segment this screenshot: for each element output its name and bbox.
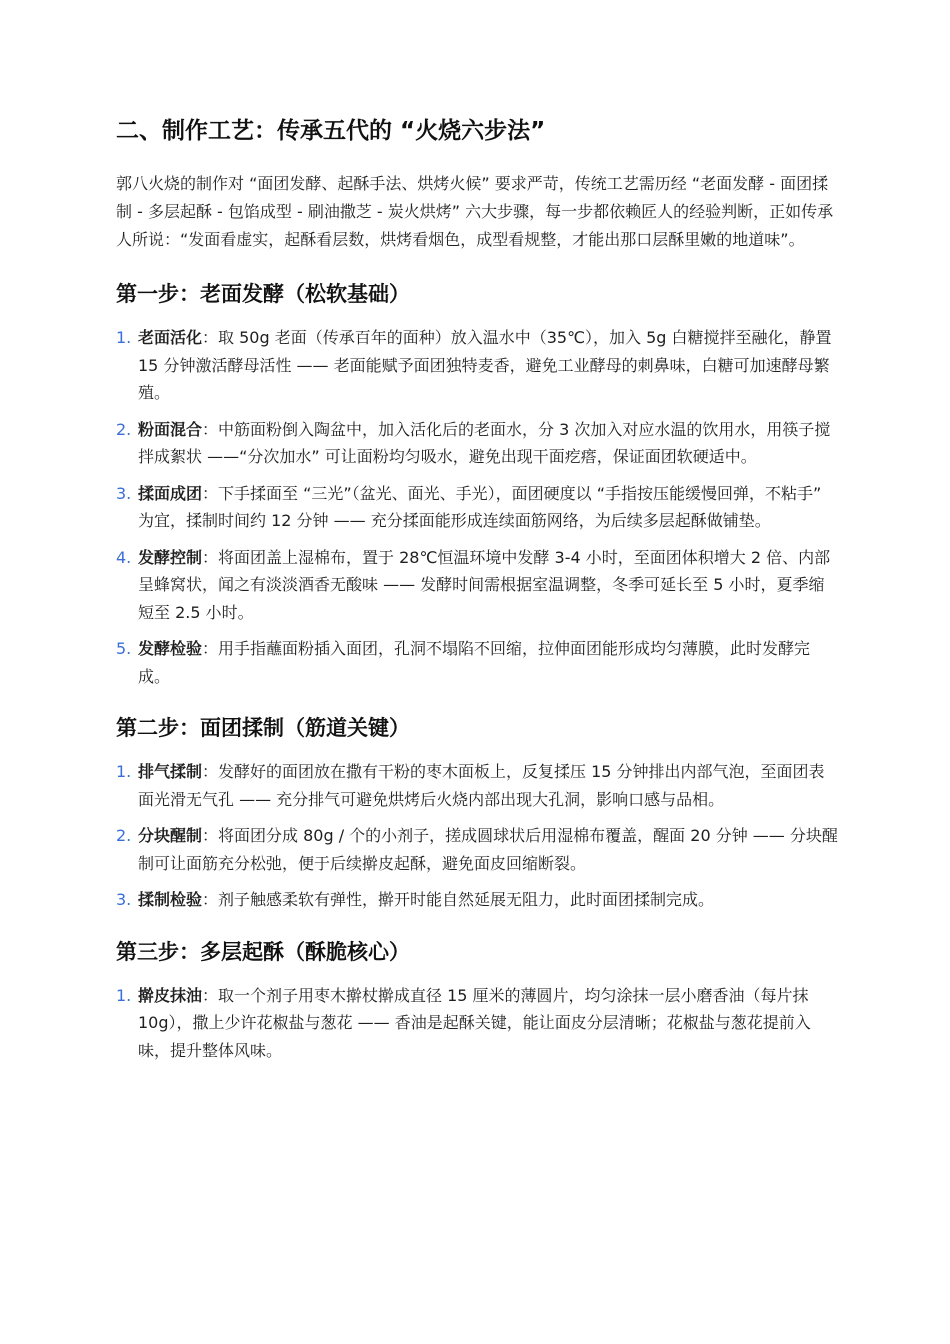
list-item bbox=[116, 324, 840, 407]
item-text: ：中筋面粉倒入陶盆中，加入活化后的老面水，分 3 次加入对应水温的饮用水，用筷子搅拌成絮状 ——“分次加水” 可让面粉均匀吸水，避免出现干面疙瘩，保证面团软硬适中。 bbox=[138, 419, 831, 466]
list-item bbox=[116, 982, 840, 1065]
item-lead: 发酵检验 bbox=[138, 639, 203, 658]
list-number: 4. bbox=[116, 547, 132, 567]
item-lead: 揉制检验 bbox=[138, 890, 203, 909]
item-text: ：发酵好的面团放在撒有干粉的枣木面板上，反复揉压 15 分钟排出内部气泡，至面团表面光滑无气孔 —— 充分排气可避免烘烤后火烧内部出现大孔洞，影响口感与品相。 bbox=[138, 762, 825, 809]
item-text: ：用手指蘸面粉插入面团，孔洞不塌陷不回缩，拉伸面团能形成均匀薄膜，此时发酵完成。 bbox=[138, 639, 811, 686]
item-text: ：将面团盖上湿棉布，置于 28℃恒温环境中发酵 3-4 小时，至面团体积增大 2 倍、内部呈蜂窝状，闻之有淡淡酒香无酸味 —— 发酵时间需根据室温调整，冬季可延长至 5 小时，夏季缩短至 2.5 小时。 bbox=[138, 547, 831, 622]
list-number: 3. bbox=[116, 483, 132, 503]
item-text: ：取一个剂子用枣木擀杖擀成直径 15 厘米的薄圆片，均匀涂抹一层小磨香油（每片抹 10g），撒上少许花椒盐与葱花 —— 香油是起酥关键，能让面皮分层清晰；花椒盐与葱花提前入味，提升整体风味。 bbox=[138, 985, 811, 1060]
item-lead: 老面活化 bbox=[138, 328, 203, 347]
step-2-list bbox=[116, 758, 840, 914]
step-3-title: 第三步：多层起酥（酥脆核心） bbox=[116, 939, 410, 964]
item-lead: 发酵控制 bbox=[138, 547, 203, 567]
step-2-title: 第二步：面团揉制（筋道关键） bbox=[116, 716, 410, 740]
list-item bbox=[116, 822, 840, 877]
item-lead: 分块醒制 bbox=[138, 826, 203, 845]
list-number: 2. bbox=[116, 419, 132, 439]
item-text: ：剂子触感柔软有弹性，擀开时能自然延展无阻力，此时面团揉制完成。 bbox=[202, 890, 715, 909]
intro-paragraph: 郭八火烧的制作对 “面团发酵、起酥手法、烘烤火候” 要求严苛，传统工艺需历经 “老面发酵 - 面团揉制 - 多层起酥 - 包馅成型 - 刷油撒芝 - 炭火烘烤” 六大步骤，每一步都依赖匠人的经验判断，正如传承人所说：“发面看虚实，起酥看层数，烘烤看烟色，成型看规整，才能出那口层酥里嫩的地道味”。 bbox=[116, 174, 834, 249]
list-number: 1. bbox=[116, 985, 132, 1005]
list-number: 1. bbox=[116, 762, 132, 781]
list-item bbox=[116, 635, 840, 690]
item-text: ：将面团分成 80g / 个的小剂子，搓成圆球状后用湿棉布覆盖，醒面 20 分钟 —— 分块醒制可让面筋充分松弛，便于后续擀皮起酥，避免面皮回缩断裂。 bbox=[138, 826, 838, 873]
list-item bbox=[116, 886, 840, 914]
item-text: ：取 50g 老面（传承百年的面种）放入温水中（35℃），加入 5g 白糖搅拌至融化，静置 15 分钟激活酵母活性 —— 老面能赋予面团独特麦香，避免工业酵母的刺鼻味，白糖可加速酵母繁殖。 bbox=[138, 328, 832, 402]
list-number: 5. bbox=[116, 639, 132, 658]
list-number: 2. bbox=[116, 826, 132, 845]
item-lead: 粉面混合 bbox=[138, 419, 203, 439]
list-number: 3. bbox=[116, 890, 132, 909]
item-lead: 揉面成团 bbox=[138, 483, 203, 503]
step-1-list bbox=[116, 324, 840, 690]
list-item bbox=[116, 544, 840, 627]
document-page bbox=[116, 114, 840, 1086]
step-1-title: 第一步：老面发酵（松软基础） bbox=[116, 282, 410, 306]
list-item bbox=[116, 416, 840, 471]
item-lead: 排气揉制 bbox=[138, 762, 203, 781]
step-3-list bbox=[116, 982, 840, 1065]
item-lead: 擀皮抹油 bbox=[138, 985, 203, 1005]
list-item bbox=[116, 480, 840, 535]
list-number: 1. bbox=[116, 328, 132, 347]
item-text: ：下手揉面至 “三光”（盆光、面光、手光），面团硬度以 “手指按压能缓慢回弹，不粘手” 为宜，揉制时间约 12 分钟 —— 充分揉面能形成连续面筋网络，为后续多层起酥做铺垫。 bbox=[138, 483, 822, 530]
list-item bbox=[116, 758, 840, 813]
section-title: 二、制作工艺：传承五代的 “火烧六步法” bbox=[116, 118, 546, 144]
